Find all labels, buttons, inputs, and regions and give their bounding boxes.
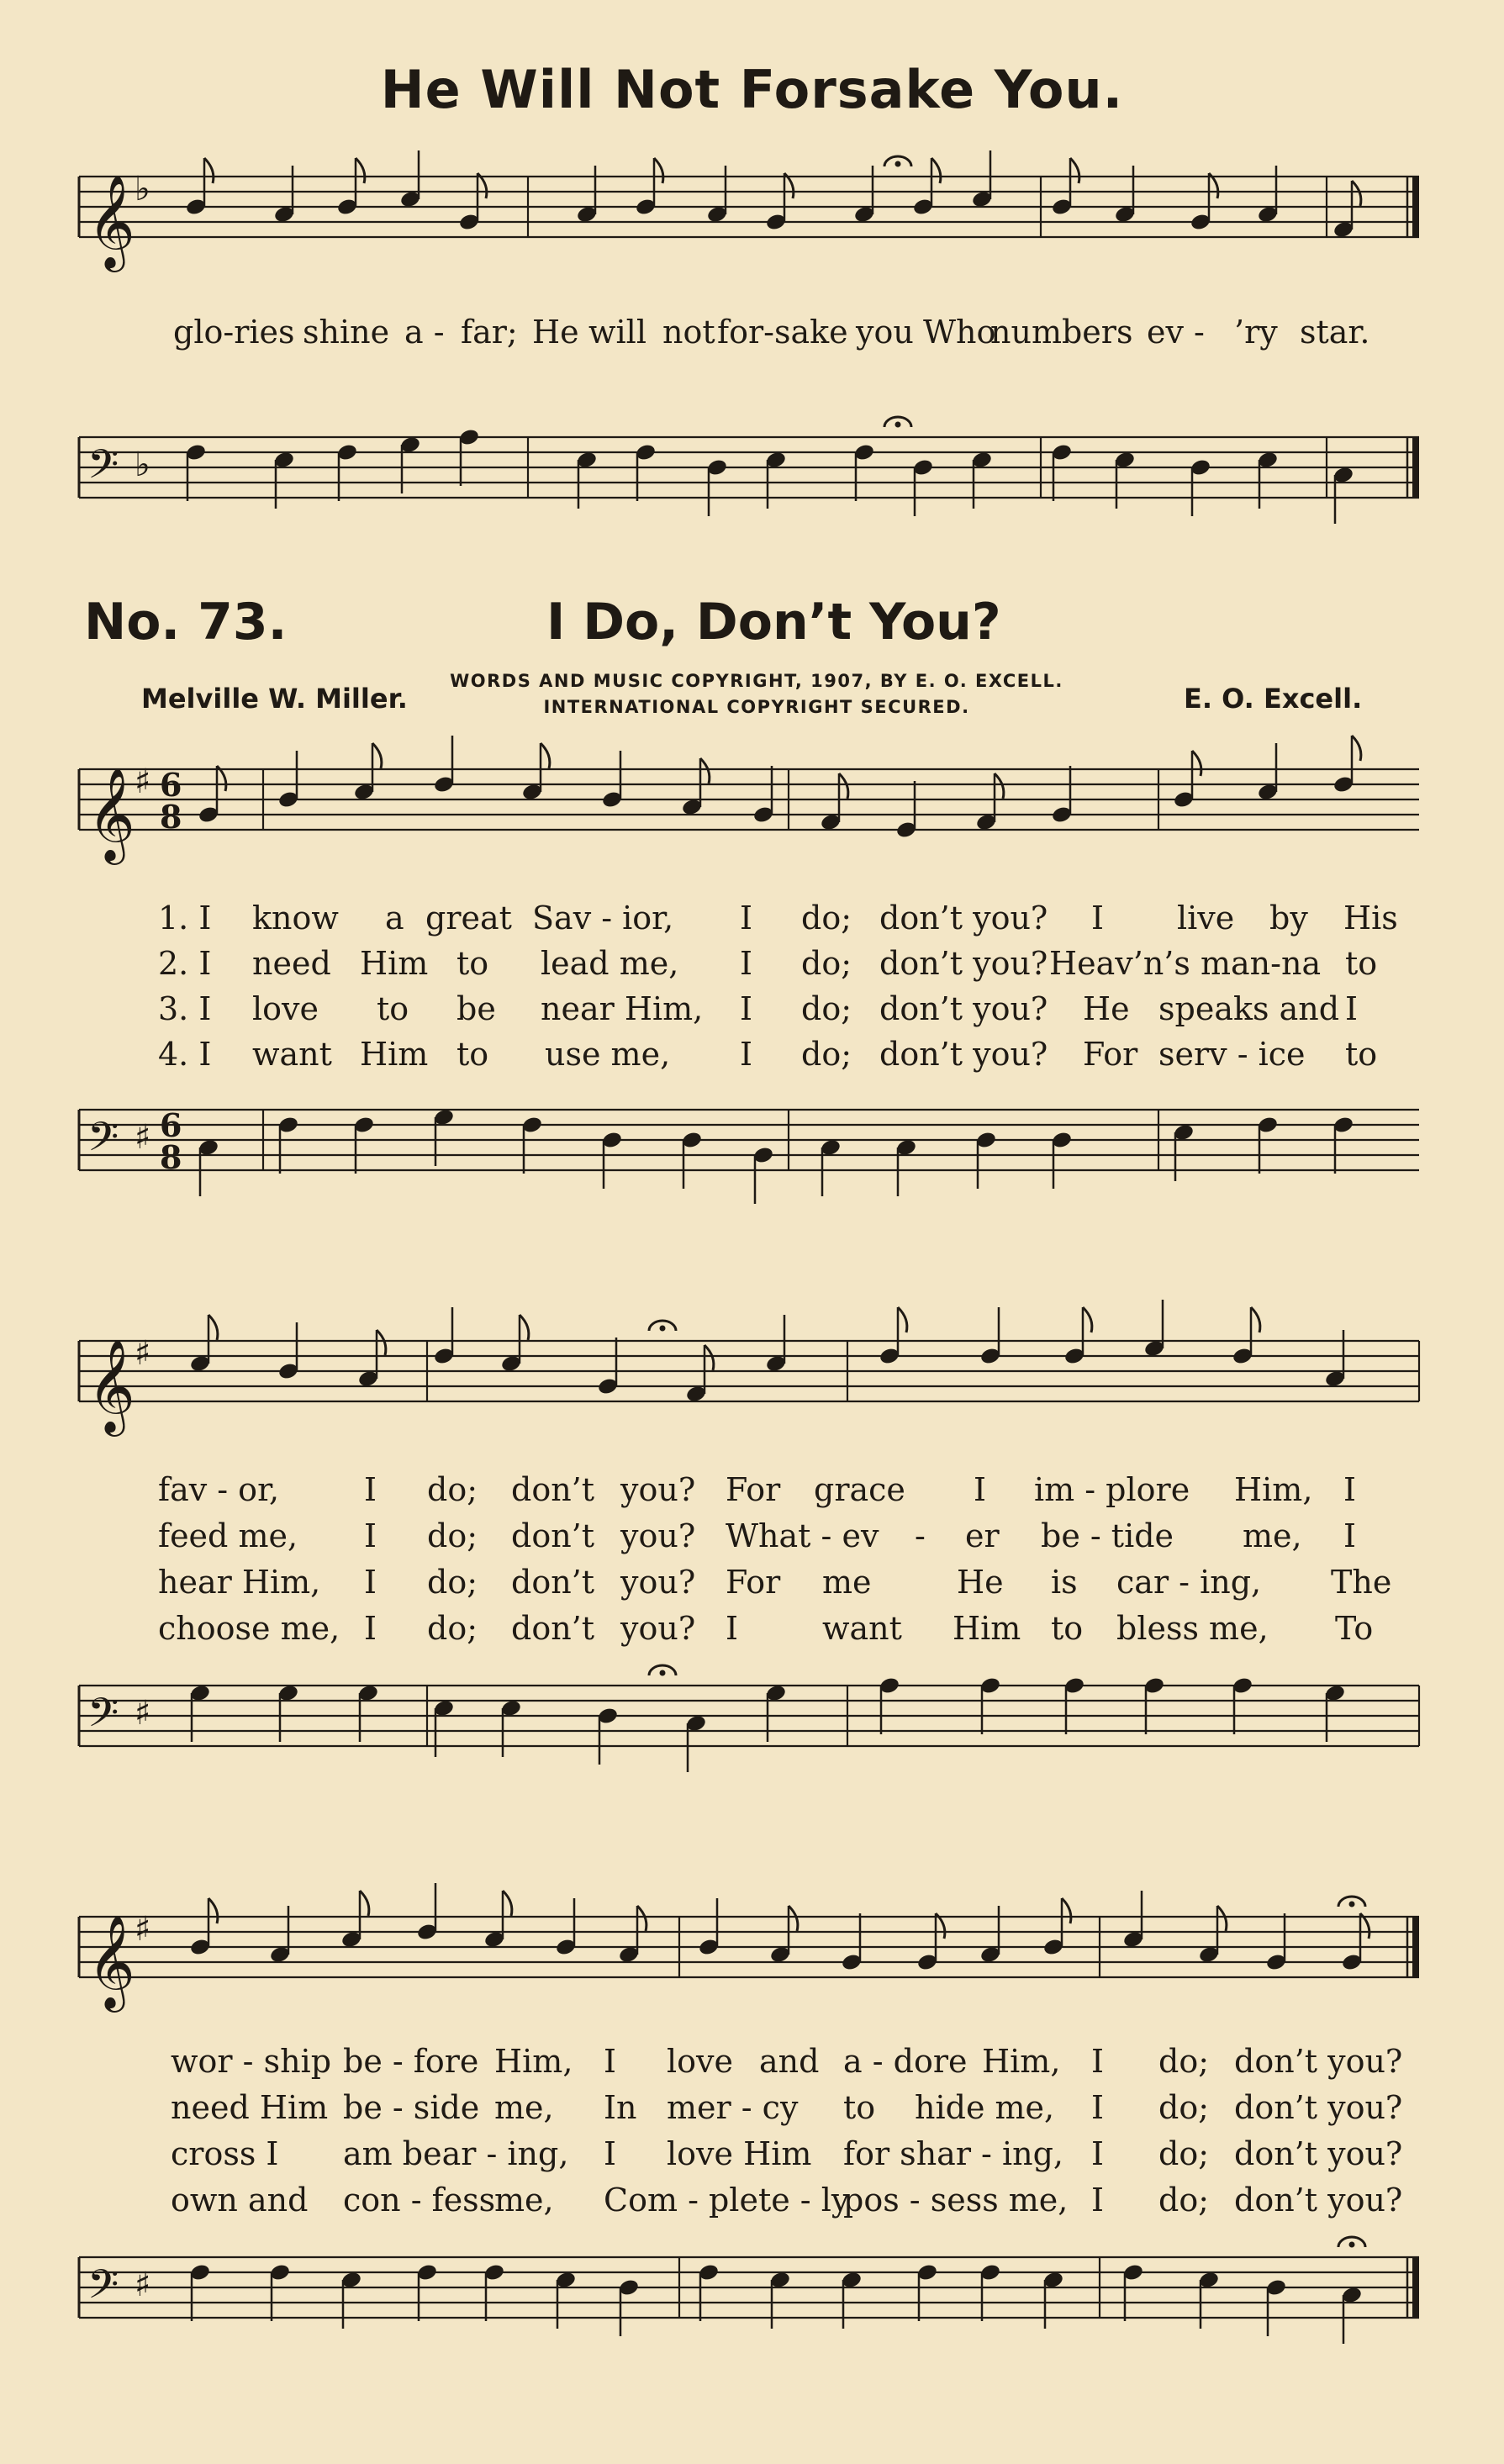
lyric-syllable: do; [1158,2135,1210,2172]
note-flag [208,1315,218,1340]
lyric-syllable: will [588,314,646,351]
previous-hymn-title: He Will Not Forsake You. [380,59,1124,120]
final-barline-thick [1412,2257,1419,2318]
lyric-syllable: I [740,900,753,937]
lyric-syllable: I [1091,2135,1105,2172]
lyric-syllable: hear Him, [158,1564,321,1601]
lyric-syllable: don’t you? [1234,2135,1403,2172]
sharp-sign-icon: ♯ [135,1694,151,1733]
hymn-number: No. 73. [84,593,288,652]
sharp-sign-icon: ♯ [135,1334,151,1373]
lyric-syllable: do; [801,900,852,937]
note-flag [789,1906,798,1931]
lyric-syllable: I [1343,1471,1357,1508]
note-flag [898,1307,907,1332]
lyric-syllable: do; [427,1517,478,1554]
system-3-bass-staff [74,2232,1429,2358]
verse-1-line [74,1471,1429,1517]
verse-3-line [74,2135,1429,2181]
lyric-syllable: to [1051,1610,1084,1647]
lyric-syllable: own and [171,2182,309,2219]
lyric-syllable: Him [360,945,429,982]
lyric-syllable: car - ing, [1116,1564,1262,1601]
lyric-syllable: Com - plete - ly [604,2182,850,2219]
lyric-syllable: 2. I [158,945,212,982]
lyric-syllable: What - ev [726,1517,879,1554]
lyric-syllable: grace [814,1471,905,1508]
lyric-syllable: To [1335,1610,1374,1647]
lyric-syllable: I [1091,2089,1105,2126]
lyric-syllable: want [252,1036,332,1073]
lyric-syllable: you? [620,1471,696,1508]
lyric-syllable: a - dore [843,2043,968,2080]
lyric-syllable: con - fess [343,2182,496,2219]
lyric-syllable: fav - or, [158,1471,280,1508]
lyric-syllable: love [252,990,319,1027]
lyric-syllable: serv - ice [1158,1036,1306,1073]
lyric-syllable: Him, [1234,1471,1313,1508]
note-flag [520,1315,529,1340]
treble-clef-icon: 𝄞 [87,767,135,861]
treble-clef-icon: 𝄞 [87,174,135,268]
lyric-syllable: do; [1158,2043,1210,2080]
lyric-syllable: ev - [1147,314,1205,351]
lyric-syllable: pos - sess me, [843,2182,1069,2219]
verse-2-line [74,2089,1429,2134]
lyric-syllable: you [856,314,914,351]
fermata-dot [895,161,901,167]
lyric-syllable: 1. I [158,900,212,937]
time-signature-top: 6 [160,766,182,804]
system-2-treble-staff [74,1316,1429,1442]
lyric-syllable: far; [461,314,518,351]
lyric-syllable: I [726,1610,739,1647]
lyric-syllable: He [532,314,579,351]
author-credit: Melville W. Miller. [141,683,408,715]
lyric-syllable: star. [1300,314,1370,351]
lyric-syllable: I [364,1517,377,1554]
bass-clef-icon: 𝄢 [87,441,119,498]
lyric-syllable: to [843,2089,876,2126]
note-flag [356,158,365,183]
lyric-syllable: choose me, [158,1610,340,1647]
lyric-syllable: do; [427,1471,478,1508]
lyric-syllable: shine [303,314,390,351]
sharp-sign-icon: ♯ [135,2266,151,2304]
lyric-syllable: Sav - ior, [532,900,674,937]
lyric-syllable: do; [1158,2182,1210,2219]
verse-4-line [74,2182,1429,2227]
lyric-syllable: feed me, [158,1517,298,1554]
sharp-sign-icon: ♯ [135,1118,151,1157]
lyric-syllable: I [1091,2043,1105,2080]
lyric-syllable: you? [620,1564,696,1601]
lyric-syllable: love [667,2043,733,2080]
lyric-syllable: ’ry [1234,314,1278,351]
lyric-syllable: me, [1243,1517,1302,1554]
note-flag [1062,1898,1071,1923]
lyric-syllable: I [364,1471,377,1508]
flat-sign-icon: ♭ [135,446,150,484]
hymn-title: I Do, Don’t You? [546,593,1001,652]
lyric-syllable: I [604,2043,617,2080]
fermata-dot [1349,1902,1355,1907]
lyric-syllable: don’t [511,1517,595,1554]
note-flag [1251,1307,1260,1332]
lyric-syllable: don’t you? [879,900,1048,937]
lyric-syllable: you? [620,1610,696,1647]
lyric-syllable: know [252,900,339,937]
lyric-syllable: - [915,1517,926,1554]
lyric-syllable: a [385,900,404,937]
note-flag [1352,181,1361,206]
lyric-syllable: I [740,945,753,982]
lyric-syllable: He [1083,990,1130,1027]
lyric-syllable: For [1083,1036,1138,1073]
lyric-syllable: For [726,1471,781,1508]
lyric-syllable: er [965,1517,1000,1554]
verse-3-line [74,1564,1429,1609]
fermata-dot [895,422,901,428]
lyric-syllable: Who [923,314,996,351]
lyric-syllable: not [662,314,715,351]
lyric-syllable: don’t you? [879,990,1048,1027]
lyric-syllable: love Him [667,2135,812,2172]
lyric-syllable: don’t [511,1471,595,1508]
lyric-syllable: am bear - ing, [343,2135,569,2172]
lyric-syllable: numbers [990,314,1133,351]
note-flag [1217,1906,1227,1931]
lyric-syllable: Him [953,1610,1021,1647]
lyric-syllable: im - plore [1034,1471,1190,1508]
lyric-syllable: bless me, [1116,1610,1269,1647]
lyric-syllable: don’t you? [1234,2182,1403,2219]
lyric-syllable: you? [620,1517,696,1554]
sharp-sign-icon: ♯ [135,762,151,801]
bass-clef-icon: 𝄢 [87,1689,119,1746]
lyric-syllable: wor - ship [171,2043,332,2080]
lyric-syllable: to [456,945,489,982]
lyric-syllable: don’t you? [1234,2089,1403,2126]
lyric-syllable: I [364,1564,377,1601]
lyric-syllable: use me, [545,1036,671,1073]
lyric-syllable: I [364,1610,377,1647]
lyric-syllable: glo-ries [173,314,295,351]
lyric-syllable: Him, [494,2043,573,2080]
treble-clef-icon: 𝄞 [87,1338,135,1432]
note-flag [204,158,214,183]
lyric-syllable: do; [801,1036,852,1073]
lyric-syllable: do; [1158,2089,1210,2126]
composer-credit: E. O. Excell. [1184,683,1363,715]
note-flag [1192,751,1201,776]
lyric-syllable: need [252,945,331,982]
lyric-syllable: do; [427,1610,478,1647]
verse-4-line [74,1610,1429,1655]
note-flag [1070,158,1079,183]
final-barline-thick [1412,1917,1419,1977]
verse-4-line [74,1036,1429,1081]
lyric-syllable: be - side [343,2089,480,2126]
lyric-syllable: be - tide [1041,1517,1174,1554]
lyric-syllable: do; [801,990,852,1027]
note-flag [931,158,941,183]
time-signature-bottom: 8 [160,798,182,836]
lyric-syllable: don’t [511,1564,595,1601]
note-flag [372,743,382,768]
note-flag [654,158,663,183]
note-flag [995,773,1004,799]
time-signature-bottom: 8 [160,1138,182,1176]
note-flag [700,758,710,784]
lyric-syllable: me [822,1564,872,1601]
verse-2-line [74,1517,1429,1563]
note-flag [637,1906,646,1931]
lyric-syllable: me, [494,2089,554,2126]
note-flag [541,743,550,768]
note-flag [377,1330,386,1355]
lyric-syllable: don’t you? [879,945,1048,982]
verse-2-line [74,945,1429,990]
verse-1-line [74,2043,1429,2088]
lyric-syllable: be [456,990,496,1027]
lyric-syllable: me, [494,2182,554,2219]
lyric-syllable: near Him, [541,990,704,1027]
note-flag [705,1345,714,1370]
lyric-syllable: I [740,1036,753,1073]
lyric-syllable: 4. I [158,1036,212,1073]
lyric-syllable: by [1269,900,1308,937]
copyright-notice [420,668,1093,720]
lyric-syllable: cross I [171,2135,279,2172]
flat-sign-icon: ♭ [135,170,150,208]
lyric-syllable: mer - cy [667,2089,799,2126]
lyric-syllable: do; [801,945,852,982]
copyright-line-1: WORDS AND MUSIC COPYRIGHT, 1907, BY E. O. EXCELL. [450,671,1063,691]
lyric-syllable: I [1345,990,1359,1027]
system-1-bass-staff [74,1084,1429,1211]
lyric-syllable: do; [427,1564,478,1601]
lyric-syllable: don’t [511,1610,595,1647]
lyric-syllable: Him, [982,2043,1061,2080]
note-flag [1083,1307,1092,1332]
lyric-syllable: need Him [171,2089,329,2126]
final-barline-thick [1412,437,1419,498]
lyric-syllable: 3. I [158,990,212,1027]
lyric-syllable: to [1345,1036,1378,1073]
lyric-syllable: In [604,2089,637,2126]
note-flag [839,773,848,799]
lyric-syllable: I [1091,2182,1105,2219]
lyric-syllable: lead me, [541,945,679,982]
lyric-syllable: speaks and [1158,990,1340,1027]
bass-clef-icon: 𝄢 [87,2261,119,2318]
fermata-dot [660,1670,666,1676]
lyric-syllable: and [759,2043,820,2080]
lyric-syllable: to [377,990,409,1027]
lyric-syllable: don’t you? [879,1036,1048,1073]
lyric-syllable: I [974,1471,987,1508]
lyric-syllable: I [1091,900,1105,937]
lyric-syllable: I [1343,1517,1357,1554]
lyric-syllable: hide me, [915,2089,1055,2126]
treble-clef-icon: 𝄞 [87,1914,135,2008]
copyright-line-2: INTERNATIONAL COPYRIGHT SECURED. [543,697,970,717]
verse-1-line [74,900,1429,945]
previous-hymn-lyric-line [74,314,1429,359]
final-barline-thick [1412,177,1419,237]
lyric-syllable: He [957,1564,1004,1601]
sharp-sign-icon: ♯ [135,1910,151,1949]
lyric-syllable: don’t you? [1234,2043,1403,2080]
system-3-treble-staff [74,1892,1429,2018]
lyric-syllable: for-sake [717,314,848,351]
lyric-syllable: want [822,1610,902,1647]
lyric-syllable: The [1331,1564,1392,1601]
bass-clef-icon: 𝄢 [87,1113,119,1170]
system-2-bass-staff [74,1660,1429,1786]
lyric-syllable: Him [360,1036,429,1073]
note-flag [360,1891,369,1916]
lyric-syllable: great [425,900,512,937]
lyric-syllable: for shar - ing, [843,2135,1064,2172]
previous-treble-staff [74,151,1429,277]
lyric-syllable: For [726,1564,781,1601]
lyric-syllable: to [456,1036,489,1073]
verse-3-line [74,990,1429,1036]
note-flag [1352,736,1361,761]
note-flag [208,1898,218,1923]
system-1-treble-staff [74,744,1429,870]
previous-bass-staff [74,412,1429,538]
lyric-syllable: Heav’n’s man-na [1049,945,1322,982]
lyric-syllable: to [1345,945,1378,982]
note-flag [503,1891,512,1916]
lyric-syllable: be - fore [343,2043,479,2080]
fermata-dot [660,1326,666,1332]
time-signature-top: 6 [160,1106,182,1144]
lyric-syllable: I [604,2135,617,2172]
lyric-syllable: live [1177,900,1235,937]
lyric-syllable: a - [404,314,445,351]
lyric-syllable: is [1051,1564,1078,1601]
lyric-syllable: I [740,990,753,1027]
lyric-syllable: His [1343,900,1398,937]
fermata-dot [1349,2242,1355,2248]
